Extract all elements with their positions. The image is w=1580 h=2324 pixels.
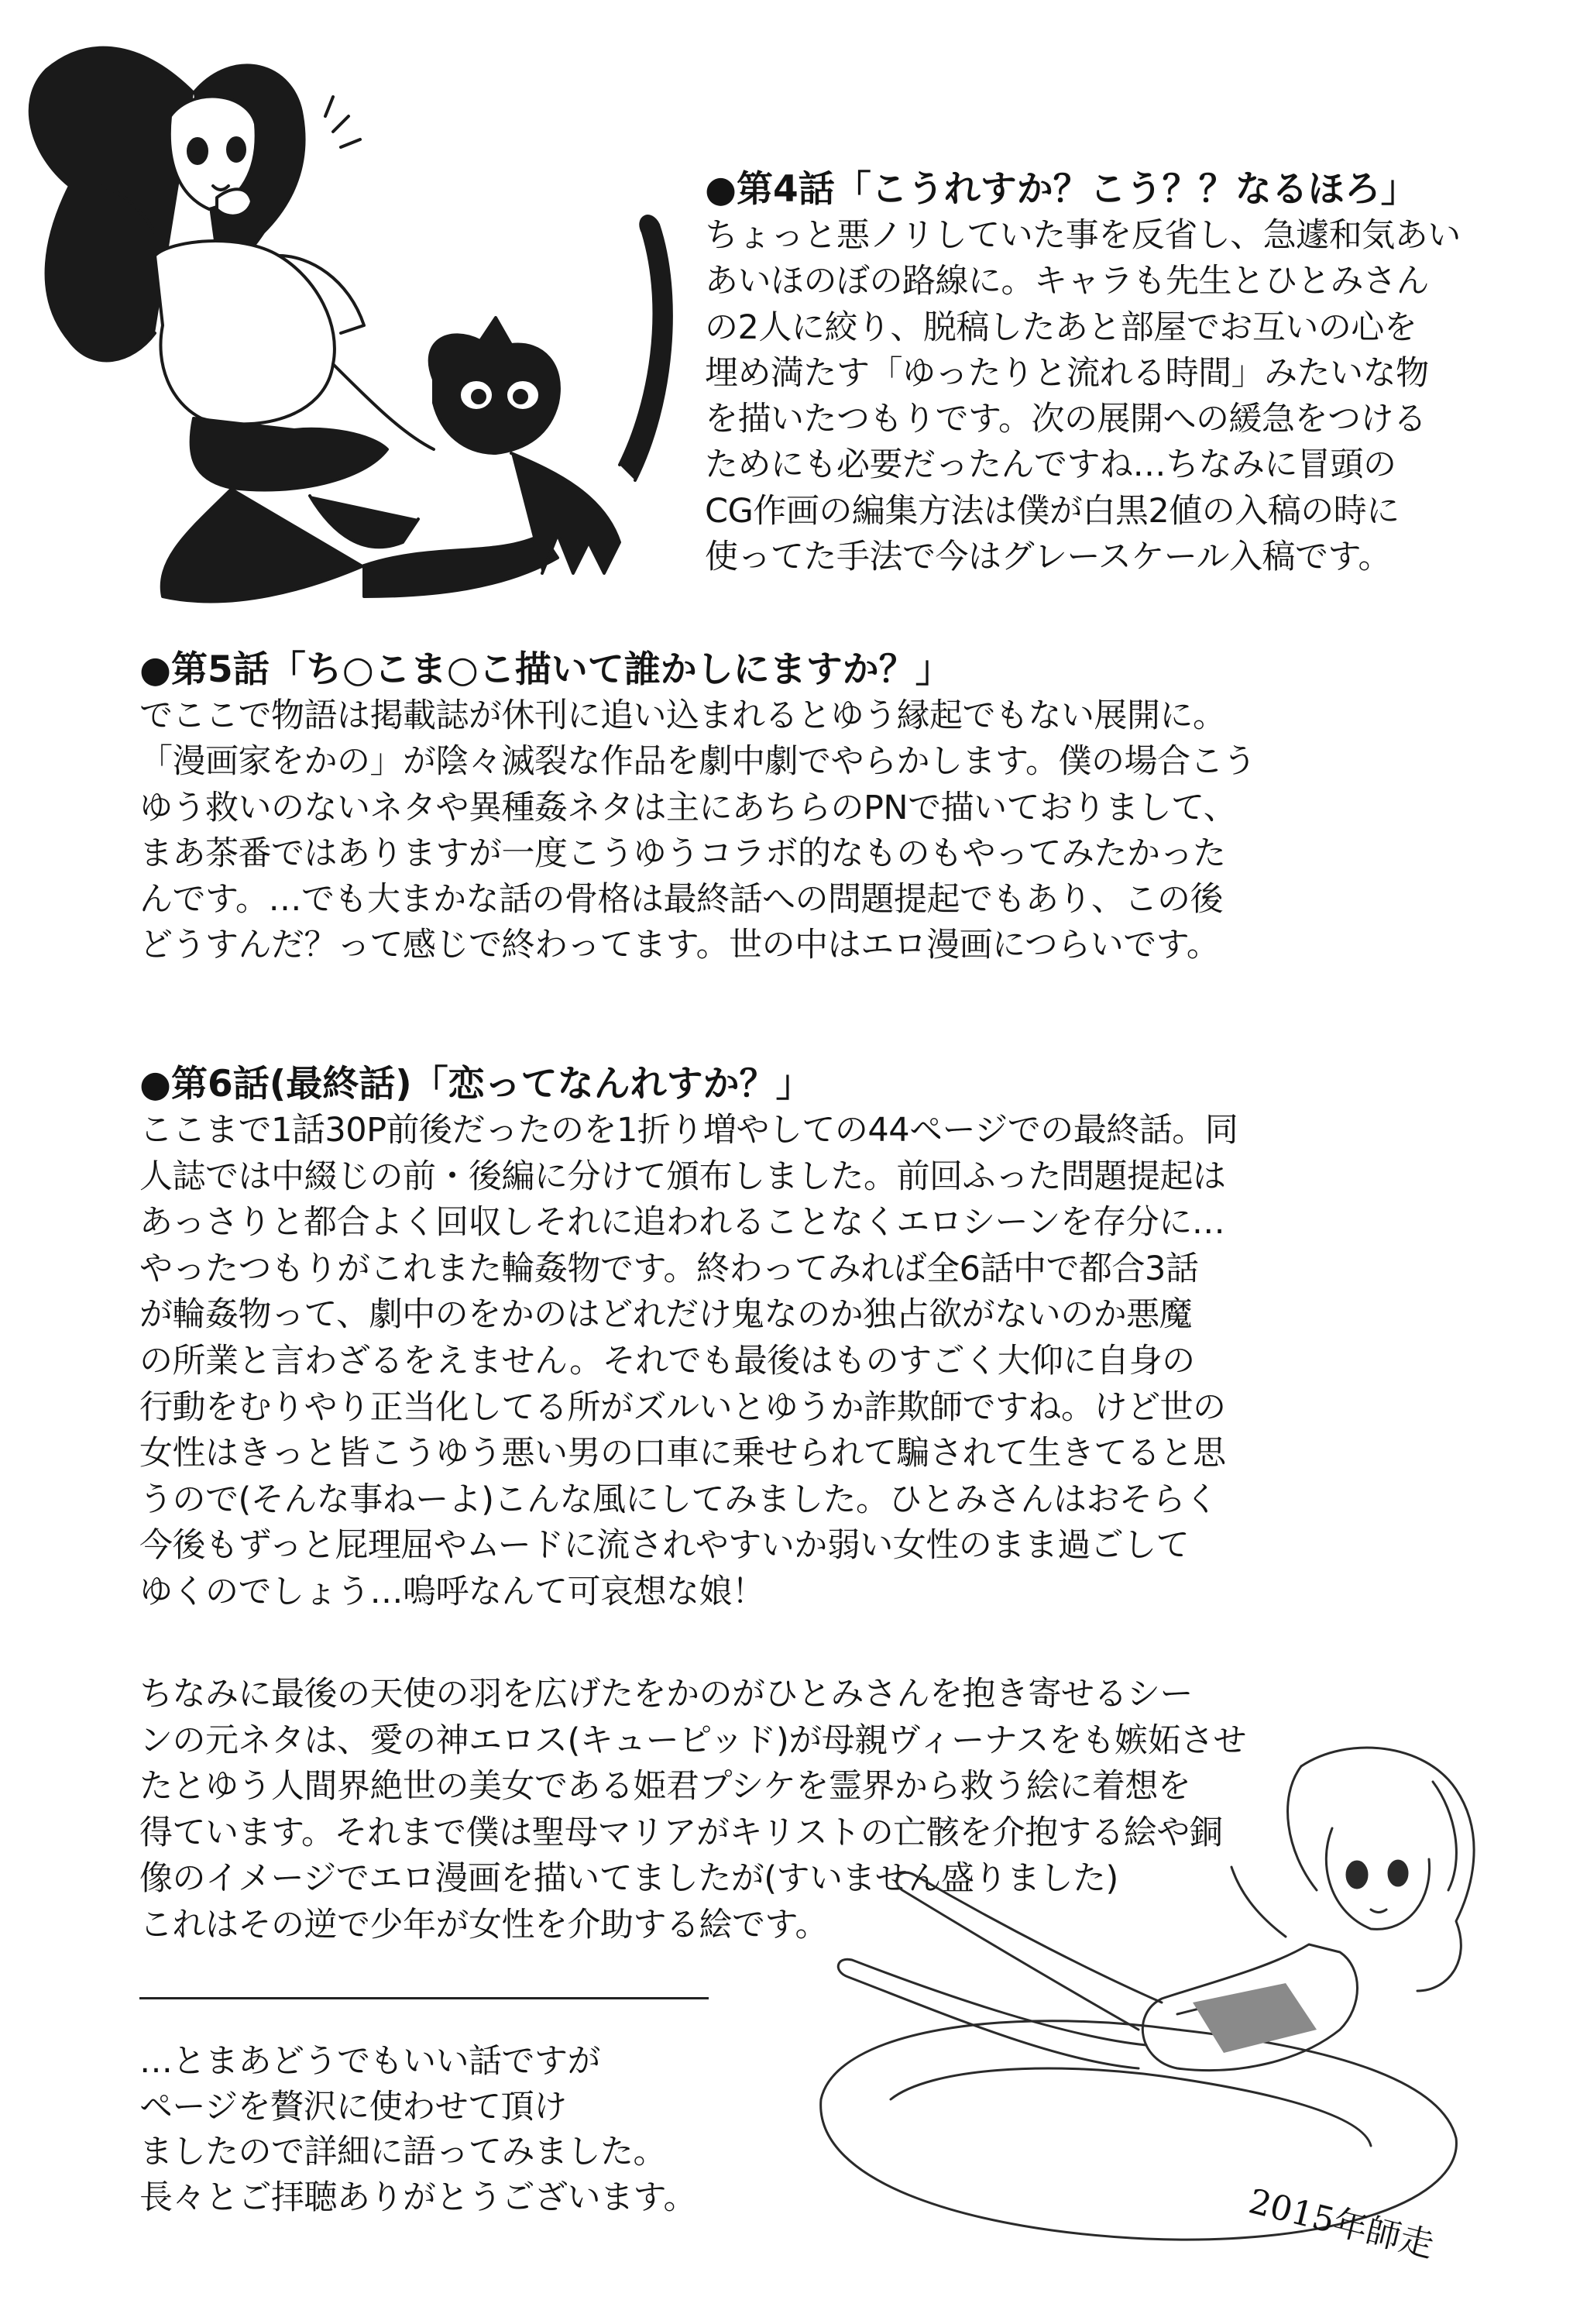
episode-6-line: が輪姦物って、劇中のをかのはどれだけ鬼なのか独占欲がないのか悪魔: [139, 1295, 1193, 1335]
episode-5-line: ゆう救いのないネタや異種姦ネタは主にあちらのPNで描いておりまして、: [139, 788, 1237, 827]
episode-6-heading: ●第6話(最終話)「恋ってなんれすか？」: [139, 1063, 812, 1105]
note-line: ちなみに最後の天使の羽を広げたをかのがひとみさんを抱き寄せるシー: [139, 1675, 1193, 1714]
episode-4-line: あいほのぼの路線に。キャラも先生とひとみさん: [705, 262, 1429, 301]
girl-in-float-ring-illustration: [775, 1735, 1565, 2309]
episode-4-line: の2人に絞り、脱稿したあと部屋でお互いの心を: [705, 308, 1417, 347]
closing-line: …とまあどうでもいい話ですが: [139, 2042, 600, 2081]
episode-4-line: 埋め満たす「ゆったりと流れる時間」みたいな物: [705, 353, 1429, 393]
episode-5-line: んです。…でも大まかな話の骨格は最終話への問題提起でもあり、この後: [139, 880, 1224, 920]
closing-line: 長々とご拝聴ありがとうございます。: [139, 2178, 697, 2217]
episode-4-heading: ●第4話「こうれすか？こう？？なるほろ」: [705, 168, 1417, 211]
girl-and-cat-illustration: [0, 0, 682, 635]
section-divider: [139, 1997, 709, 1999]
episode-5-heading: ●第5話「ち○こま○こ描いて誰かしにますか？」: [139, 648, 952, 691]
episode-5-line: どうすんだ？って感じで終わってます。世の中はエロ漫画につらいです。: [139, 926, 1220, 965]
note-line: ンの元ネタは、愛の神エロス(キューピッド)が母親ヴィーナスをも嫉妬させ: [139, 1721, 1247, 1760]
episode-4-line: CG作画の編集方法は僕が白黒2値の入稿の時に: [705, 491, 1400, 531]
episode-6-line: うので(そんな事ねーよ)こんな風にしてみました。ひとみさんはおそらく: [139, 1480, 1218, 1519]
closing-remarks: [139, 2039, 836, 2220]
episode-4-line: ためにも必要だったんですね…ちなみに冒頭の: [705, 445, 1396, 485]
episode-6-section: [139, 1061, 1487, 1616]
episode-6-line: 今後もずっと屁理屈やムードに流されやすいか弱い女性のまま過ごして: [139, 1526, 1190, 1566]
episode-4-line: を描いたつもりです。次の展開への緩急をつける: [705, 400, 1427, 439]
episode-6-line: 人誌では中綴じの前・後編に分けて頒布しました。前回ふった問題提起は: [139, 1157, 1226, 1196]
signature-date: 2015年師走: [1245, 2181, 1438, 2266]
episode-6-line: やったつもりがこれまた輪姦物です。終わってみれば全6話中で都合3話: [139, 1249, 1199, 1288]
episode-6-line: 行動をむりやり正当化してる所がズルいとゆうか詐欺師ですね。けど世の: [139, 1387, 1226, 1427]
episode-6-line: の所業と言わざるをえません。それでも最後はものすごく大仰に自身の: [139, 1341, 1195, 1380]
episode-4-section: [705, 167, 1487, 580]
note-line: これはその逆で少年が女性を介助する絵です。: [139, 1905, 829, 1944]
closing-line: ページを贅沢に使わせて頂け: [139, 2087, 567, 2126]
episode-4-line: 使ってた手法で今はグレースケール入稿です。: [705, 538, 1392, 577]
episode-5-line: まあ茶番ではありますが一度こうゆうコラボ的なものもやってみたかった: [139, 834, 1226, 873]
episode-5-line: でここで物語は掲載誌が休刊に追い込まれるとゆう縁起でもない展開に。: [139, 696, 1226, 735]
episode-5-line: 「漫画家をかの」が陰々滅裂な作品を劇中劇でやらかします。僕の場合こう: [139, 742, 1256, 782]
note-line: 得ています。それまで僕は聖母マリアがキリストの亡骸を介抱する絵や銅: [139, 1813, 1223, 1852]
episode-5-section: [139, 647, 1487, 969]
note-line: たとゆう人間界絶世の美女である姫君プシケを霊界から救う絵に着想を: [139, 1767, 1191, 1806]
episode-6-line: ゆくのでしょう…嗚呼なんて可哀想な娘！: [139, 1572, 765, 1611]
note-line: 像のイメージでエロ漫画を描いてましたが(すいません盛りました): [139, 1859, 1118, 1898]
episode-4-line: ちょっと悪ノリしていた事を反省し、急遽和気あい: [705, 216, 1461, 255]
episode-6-line: あっさりと都合よく回収しそれに追われることなくエロシーンを存分に…: [139, 1203, 1225, 1243]
episode-6-line: ここまで1話30P前後だったのを1折り増やしての44ページでの最終話。同: [139, 1111, 1238, 1150]
closing-line: ましたので詳細に語ってみました。: [139, 2133, 666, 2171]
episode-6-line: 女性はきっと皆こうゆう悪い男の口車に乗せられて騙されて生きてると思: [139, 1434, 1226, 1473]
